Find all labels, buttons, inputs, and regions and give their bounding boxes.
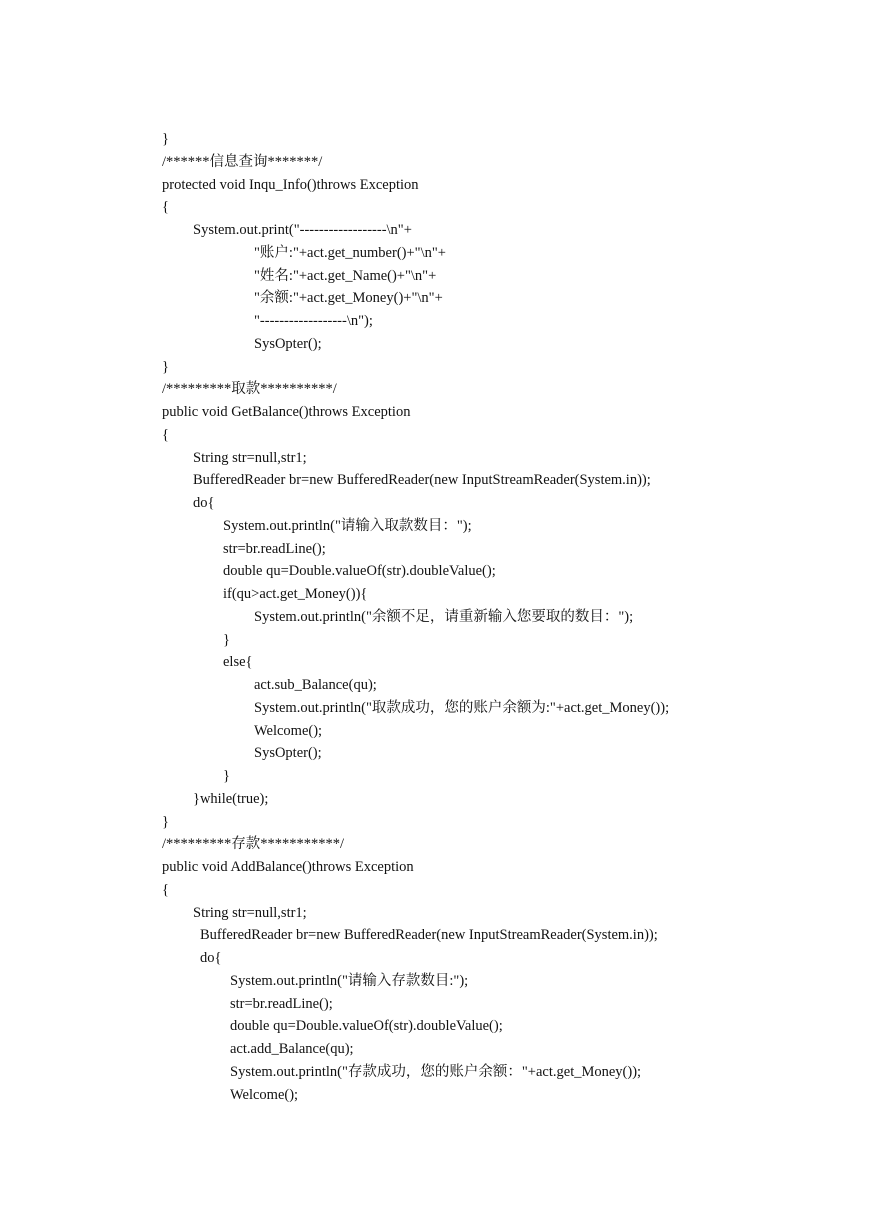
- code-line: Welcome();: [230, 1086, 299, 1103]
- code-line: "余额:"+act.get_Money()+"\n"+: [254, 290, 443, 307]
- code-line: act.sub_Balance(qu);: [254, 677, 377, 693]
- code-line: act.add_Balance(qu);: [230, 1041, 354, 1057]
- code-line: "------------------\n");: [254, 313, 373, 329]
- code-line: do{: [200, 950, 222, 966]
- code-line: }while(true);: [193, 790, 269, 807]
- code-line: BufferedReader br=new BufferedReader(new InputStreamReader(System.in));: [193, 472, 651, 489]
- code-line: str=br.readLine();: [223, 540, 326, 557]
- code-line: else{: [223, 654, 253, 671]
- code-line: {: [162, 426, 169, 443]
- code-line: "账户:"+act.get_number()+"\n"+: [254, 244, 446, 261]
- code-line: double qu=Double.valueOf(str).doubleValue();: [230, 1018, 503, 1035]
- code-line: System.out.println("请输入存款数目:");: [230, 972, 469, 989]
- code-line: System.out.print("------------------\n"+: [193, 222, 412, 238]
- code-line: str=br.readLine();: [230, 995, 333, 1012]
- code-line: System.out.println("存款成功，您的账户余额："+act.get_Money());: [230, 1063, 642, 1080]
- code-line: {: [162, 199, 169, 216]
- code-line: Welcome();: [254, 722, 323, 739]
- code-line: System.out.println("取款成功，您的账户余额为:"+act.get_Money());: [254, 699, 670, 716]
- code-line: System.out.println("请输入取款数目：");: [223, 517, 472, 534]
- code-line: String str=null,str1;: [193, 449, 307, 466]
- code-line: {: [162, 881, 169, 898]
- code-line: String str=null,str1;: [193, 904, 307, 921]
- code-line: SysOpter();: [254, 335, 322, 352]
- code-comment: /*********取款**********/: [162, 381, 337, 398]
- code-line: public void GetBalance()throws Exception: [162, 404, 411, 420]
- code-line: BufferedReader br=new BufferedReader(new InputStreamReader(System.in));: [200, 927, 658, 944]
- code-line: public void AddBalance()throws Exception: [162, 859, 414, 875]
- code-line: System.out.println("余额不足，请重新输入您要取的数目：");: [254, 608, 634, 625]
- code-line: }: [162, 358, 169, 375]
- code-line: }: [162, 813, 169, 830]
- code-line: double qu=Double.valueOf(str).doubleValue();: [223, 563, 496, 580]
- code-line: SysOpter();: [254, 745, 322, 762]
- code-line: }: [223, 631, 230, 648]
- code-line: }: [223, 768, 230, 784]
- code-line: protected void Inqu_Info()throws Exception: [162, 176, 419, 193]
- code-line: if(qu>act.get_Money()){: [223, 586, 368, 602]
- code-line: "姓名:"+act.get_Name()+"\n"+: [254, 267, 437, 284]
- code-line: }: [162, 131, 169, 147]
- code-line: do{: [193, 495, 215, 511]
- code-listing: [162, 128, 842, 1106]
- code-comment: /******信息查询*******/: [162, 153, 323, 170]
- code-comment: /*********存款***********/: [162, 836, 345, 853]
